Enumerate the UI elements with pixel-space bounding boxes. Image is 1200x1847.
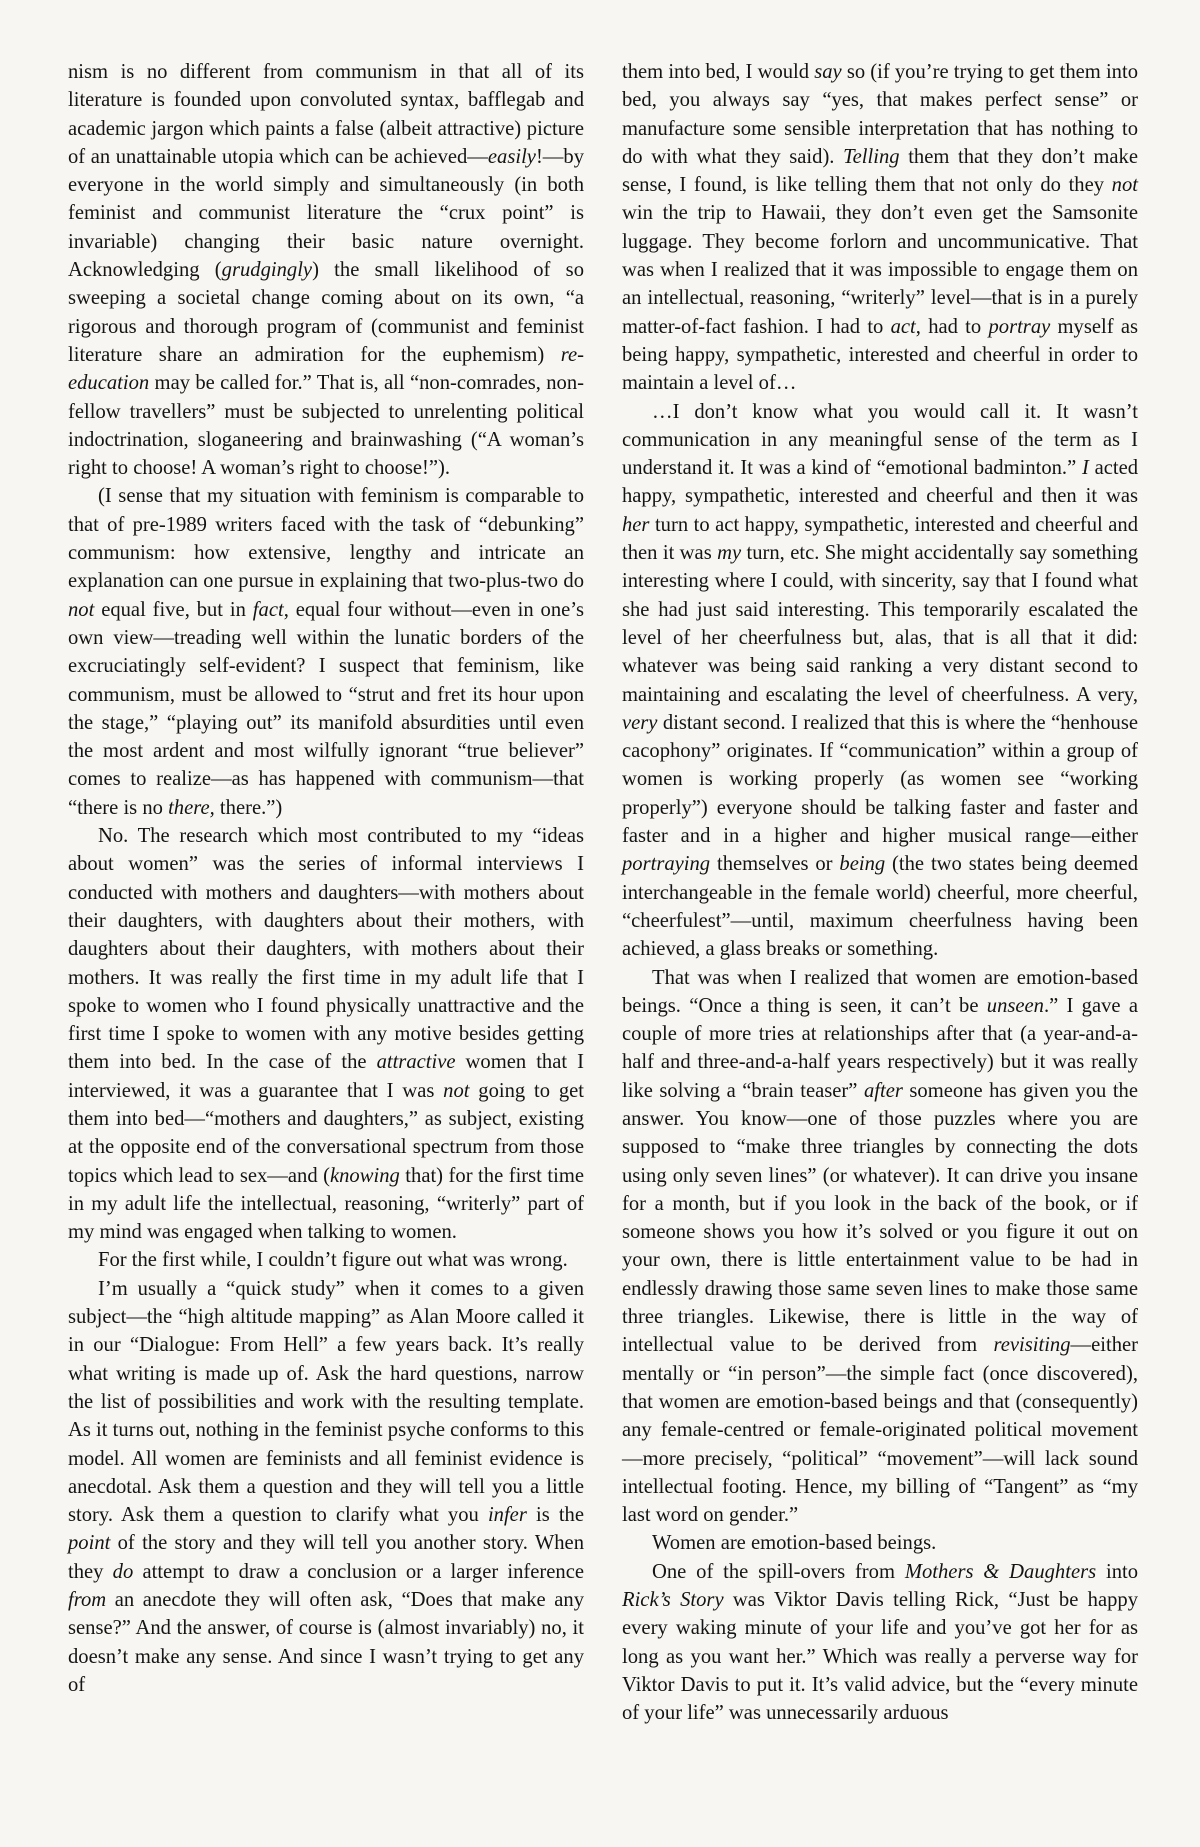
italic-text: from bbox=[68, 1589, 107, 1612]
italic-text: not bbox=[443, 1079, 470, 1102]
left-column bbox=[68, 58, 584, 1818]
italic-text: easily bbox=[487, 145, 536, 168]
text-run: !—by everyone in the world simply and simultaneously (in both feminist and communist literature the “crux point” is invariable) changing their basic nature overnight. Acknowledging ( bbox=[68, 145, 584, 282]
italic-text: unseen bbox=[986, 994, 1044, 1017]
text-run: is the bbox=[526, 1504, 584, 1527]
paragraph bbox=[622, 1529, 1138, 1557]
text-run: there.”) bbox=[214, 796, 283, 819]
italic-text: re-education bbox=[68, 343, 584, 395]
text-run: them into bed, I would bbox=[622, 61, 815, 83]
text-run: That was when I realized that women are emotion-based beings. “Once a thing is seen, it can’t be bbox=[622, 966, 1138, 1017]
paragraph bbox=[68, 482, 584, 822]
text-run: turn, etc. She might accidentally say something interesting where I could, with sincerity, say that I found what she had just said interesting. This temporarily escalated the level of her cheerfulness but, alas, that is all that it did: whatever was being said ranking a very distant second to maintaining and escalating the level of cheerfulness. A very, bbox=[622, 542, 1138, 706]
text-run: themselves or bbox=[710, 853, 840, 876]
italic-text: not bbox=[1111, 174, 1138, 197]
text-run: turn to act happy, sympathetic, interested and cheerful and then it was bbox=[622, 513, 1138, 565]
text-run: into bbox=[1096, 1560, 1139, 1583]
text-run: For the first while, I couldn’t figure out what was wrong. bbox=[98, 1249, 568, 1272]
italic-text: my bbox=[717, 542, 742, 565]
text-run: someone has given you the answer. You know—one of those puzzles where you are supposed to “make three triangles by connecting the dots using only seven lines” (or whatever). It can drive you insane for a month, but if you look in the back of the book, or if someone shows you how it’s solved or you figure it out on your own, there is little entertainment value to be had in endlessly drawing those same seven lines to make those same three triangles. Likewise, there is little in the way of intellectual value to be derived from bbox=[622, 1079, 1138, 1357]
italic-text: act bbox=[890, 315, 916, 338]
text-run: acted happy, sympathetic, interested and cheerful and then it was bbox=[622, 457, 1139, 508]
italic-text: after bbox=[863, 1079, 903, 1102]
text-run: Women are emotion-based beings. bbox=[652, 1532, 937, 1555]
paragraph bbox=[68, 58, 584, 482]
text-run: women that I interviewed, it was a guarantee that I was bbox=[68, 1051, 584, 1102]
text-run: I’m usually a “quick study” when it comes to a given subject—the “high altitude mapping” as Alan Moore called it in our “Dialogue: From Hell” a few years back. It’s really what writing is made up of. Ask the hard questions, narrow the list of possibilities and work with the resulting template. As it turns out, nothing in the feminist psyche conforms to this model. All women are feminists and all feminist evidence is anecdotal. Ask them a question and they will tell you a little story. Ask them a question to clarify what you bbox=[68, 1277, 584, 1527]
italic-text: revisiting bbox=[993, 1334, 1071, 1357]
page bbox=[68, 58, 1138, 1818]
text-run: , had to bbox=[915, 315, 989, 338]
text-run: was Viktor Davis telling Rick, “Just be happy every waking minute of your life and you’ve got her for as long as you want her.” Which was really a perverse way for Viktor Davis to put it. It’s valid advice, but the “every minute of your life” was unnecessarily arduous bbox=[622, 1589, 1138, 1725]
paragraph bbox=[68, 1275, 584, 1699]
text-run: (the two states being deemed interchangeable in the female world) cheerful, more cheerful, “cheerfulest”—until, maximum cheerfulness having been achieved, a glass breaks or something. bbox=[622, 853, 1138, 961]
italic-text: infer bbox=[487, 1504, 527, 1527]
italic-text: portray bbox=[988, 315, 1051, 338]
text-run: an anecdote they will often ask, “Does that make any sense?” And the answer, of course is (almost invariably) no, it doesn’t make any sense. And since I wasn’t trying to get any of bbox=[68, 1589, 584, 1696]
text-run: No. The research which most contributed to my “ideas about women” was the series of informal interviews I conducted with mothers and daughters—with mothers about their daughters, with daughters about their mothers, with daughters about their daughters, with mothers about their mothers. It was really the first time in my adult life that I spoke to women who I found physically unattractive and the first time I spoke to women with any motive besides getting them into bed. In the case of the bbox=[68, 825, 584, 1074]
right-column bbox=[622, 58, 1138, 1818]
text-run: may be called for.” That is, all “non-comrades, non-fellow travellers” must be subjected to unrelenting political indoctrination, sloganeering and brainwashing (“A woman’s right to choose! A woman’s right to choose!”). bbox=[68, 372, 584, 480]
italic-text: being bbox=[839, 853, 886, 876]
text-run: that) for the first time in my adult life the intellectual, reasoning, “writerly” part of my mind was engaged when talking to women. bbox=[68, 1164, 584, 1244]
italic-text: fact bbox=[252, 598, 284, 621]
text-run: nism is no different from communism in that all of its literature is founded upon convoluted syntax, bafflegab and academic jargon which paints a false (albeit attractive) picture of an unattainable utopia which can be achieved— bbox=[68, 61, 584, 168]
text-run: them that they don’t make sense, I found, is like telling them that not only do they bbox=[622, 145, 1138, 197]
text-run: equal five, but in bbox=[94, 598, 253, 621]
text-run: myself as being happy, sympathetic, interested and cheerful in order to maintain a level of… bbox=[622, 315, 1138, 395]
text-run: so (if you’re trying to get them into bed, you always say “yes, that makes perfect sense” or manufacture some sensible interpretation that has nothing to do with what they said). bbox=[622, 61, 1138, 168]
text-run: .” I gave a couple of more tries at relationships after that (a year-and-a-half and three-and-a-half years respectively) but it was really like solving a “brain teaser” bbox=[622, 994, 1138, 1102]
italic-text: I bbox=[1081, 457, 1089, 480]
text-run: attempt to draw a conclusion or a larger inference bbox=[133, 1560, 584, 1583]
text-run: —either mentally or “in person”—the simple fact (once discovered), that women are emotion-based beings and that (consequently) any female-centred or female-originated political movement—more precisely, “political” “movement”—will lack sound intellectual footing. Hence, my billing of “Tangent” as “my last word on gender.” bbox=[622, 1334, 1138, 1527]
text-run: One of the spill-overs from bbox=[652, 1560, 905, 1583]
text-run: , equal four without—even in one’s own view—treading well within the lunatic borders of the excruciatingly self-evident? I suspect that feminism, like communism, must be allowed to “strut and fret its hour upon the stage,” “playing out” its manifold absurdities until even the most ardent and most wilfully ignorant “true believer” comes to realize—as has happened with communism—that “there is no bbox=[68, 598, 584, 819]
text-run: distant second. I realized that this is where the “henhouse cacophony” originates. If “communication” within a group of women is working properly (as women see “working properly”) everyone should be talking faster and faster and faster and in a higher and higher musical range—either bbox=[622, 711, 1138, 848]
italic-text: do bbox=[112, 1560, 134, 1583]
italic-text: Rick’s Story bbox=[622, 1589, 724, 1612]
paragraph bbox=[622, 398, 1138, 964]
text-run: (I sense that my situation with feminism is comparable to that of pre-1989 writers faced with the task of “debunking” communism: how extensive, lengthy and intricate an explanation can one pursue in explaining that two-plus-two do bbox=[68, 485, 584, 593]
italic-text: say bbox=[814, 61, 842, 83]
italic-text: grudgingly bbox=[221, 259, 313, 282]
italic-text: Mothers & Daughters bbox=[904, 1560, 1097, 1583]
italic-text: her bbox=[622, 513, 650, 536]
italic-text: there, bbox=[168, 796, 215, 819]
italic-text: point bbox=[68, 1532, 111, 1555]
italic-text: not bbox=[68, 598, 95, 621]
paragraph bbox=[622, 964, 1138, 1530]
paragraph bbox=[68, 822, 584, 1246]
italic-text: very bbox=[622, 711, 658, 734]
italic-text: Telling bbox=[843, 145, 900, 168]
italic-text: attractive bbox=[376, 1051, 456, 1074]
text-run: going to get them into bed—“mothers and daughters,” as subject, existing at the opposite end of the conversational spectrum from those topics which lead to sex—and ( bbox=[68, 1079, 584, 1187]
paragraph bbox=[622, 1558, 1138, 1728]
paragraph bbox=[622, 58, 1138, 398]
text-run: of the story and they will tell you another story. When they bbox=[68, 1532, 584, 1583]
text-run: ) the small likelihood of so sweeping a societal change coming about on its own, “a rigorous and thorough program of (communist and feminist literature share an admiration for the euphemism) bbox=[68, 259, 584, 366]
paragraph bbox=[68, 1246, 584, 1274]
italic-text: portraying bbox=[622, 853, 711, 876]
text-run: win the trip to Hawaii, they don’t even get the Samsonite luggage. They become forlorn and uncommunicative. That was when I realized that it was impossible to engage them on an intellectual, reasoning, “writerly” level—that is in a purely matter-of-fact fashion. I had to bbox=[622, 202, 1138, 338]
text-run: …I don’t know what you would call it. It wasn’t communication in any meaningful sense of the term as I understand it. It was a kind of “emotional badminton.” bbox=[622, 400, 1138, 480]
italic-text: knowing bbox=[330, 1164, 400, 1187]
